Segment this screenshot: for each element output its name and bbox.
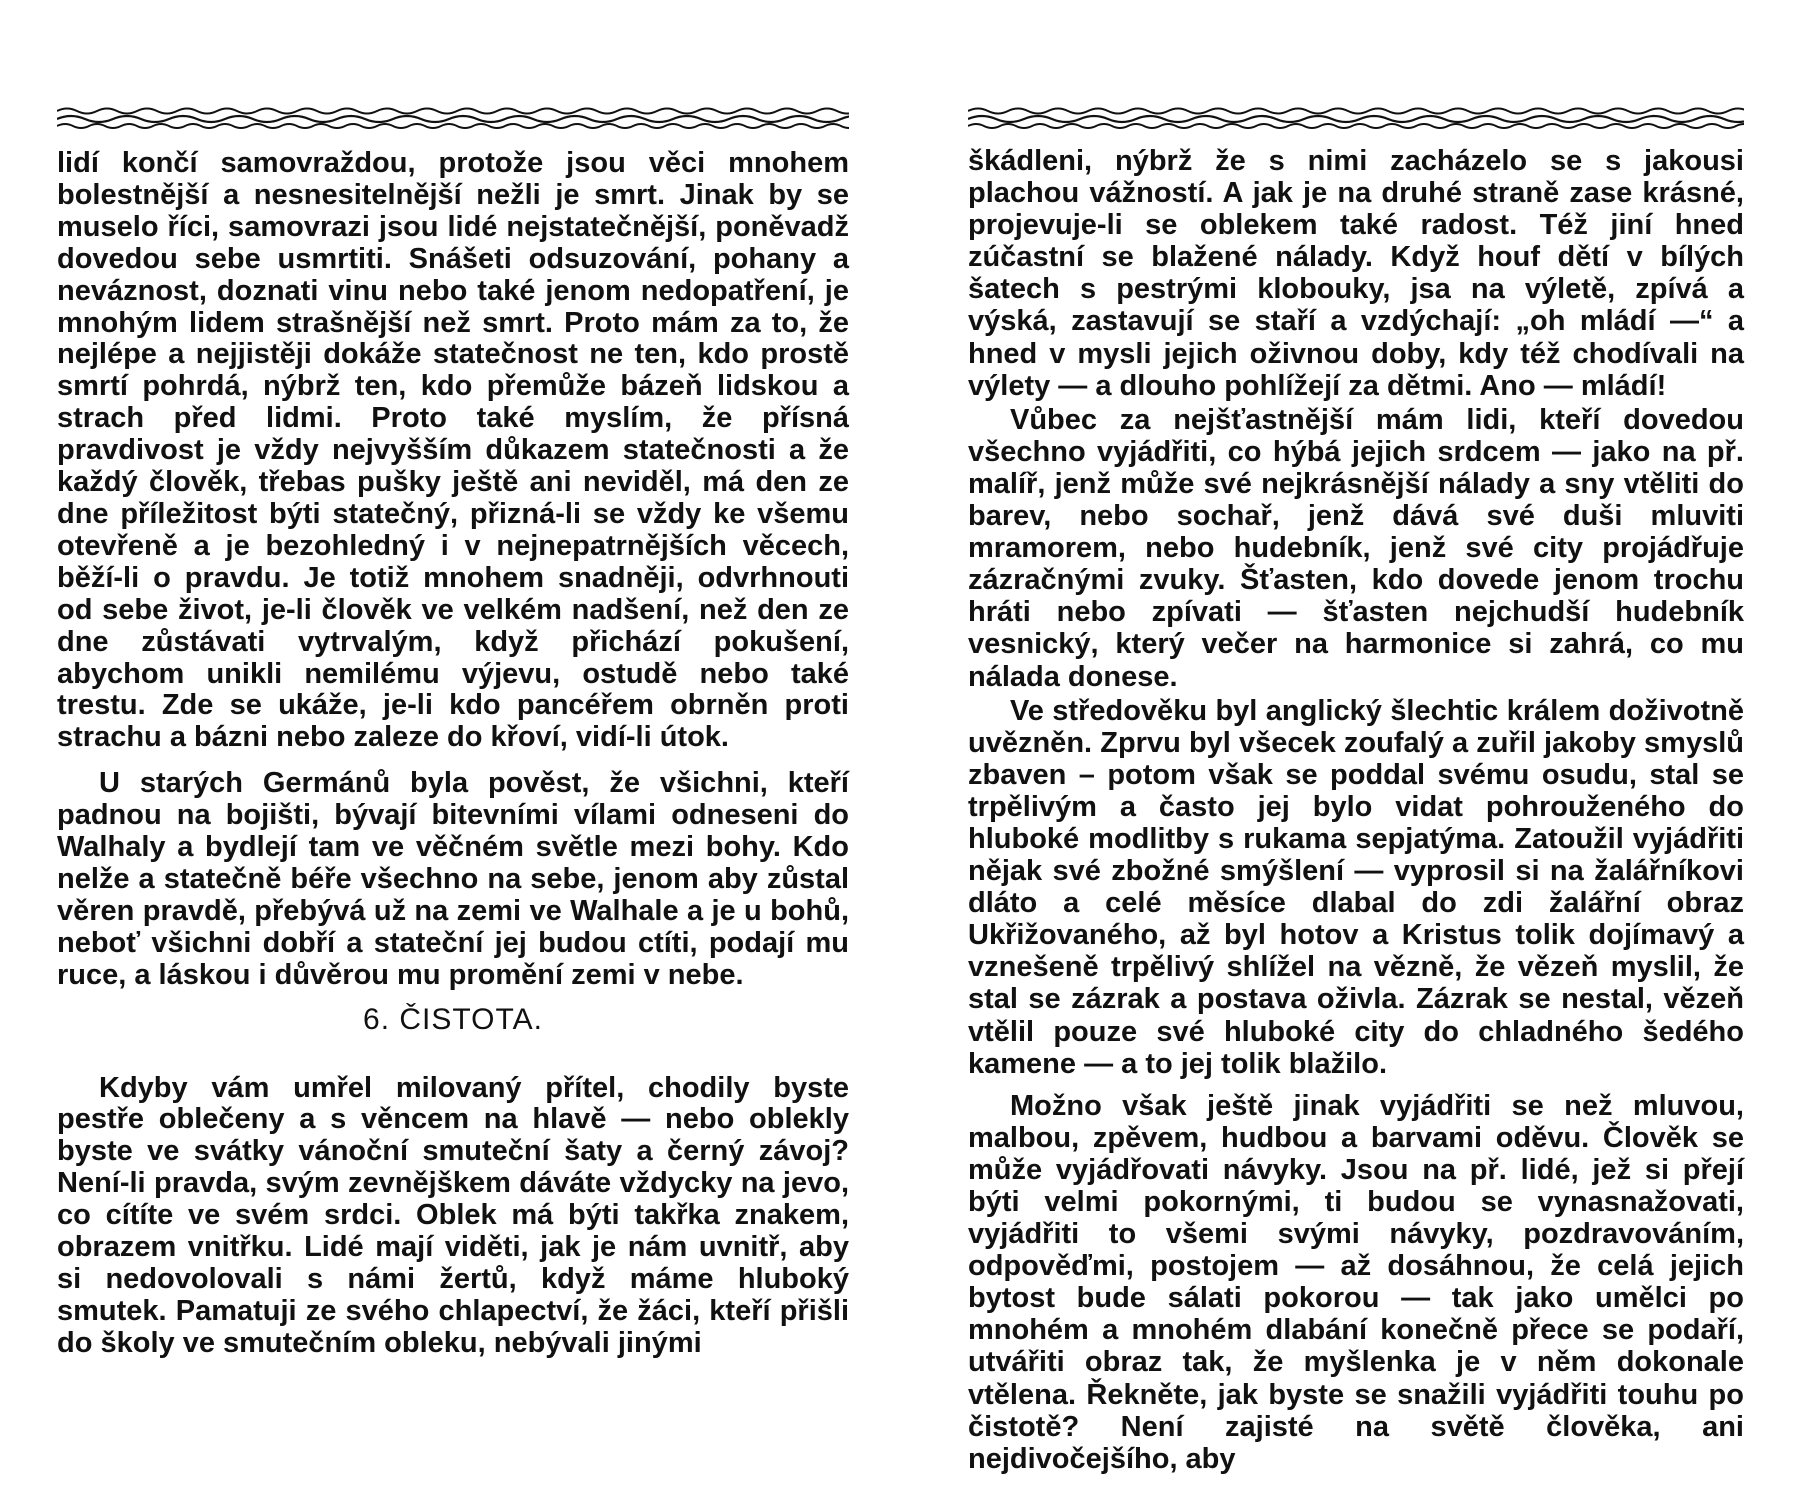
- left-page-text: [57, 148, 849, 1360]
- wavy-rule-ornament-icon: [57, 104, 849, 134]
- paragraph: Možno však ještě jinak vyjádřiti se než mluvou, malbou, zpěvem, hudbou a barvami oděvu. Člověk se může vyjádřovati návyky. Jsou na př. lidé, jež si přejí býti velmi pokornými, ti budou se vynasnažovati, vyjádřiti to všemi svými návyky, pozdravováním, odpověďmi, postojem — až dosáhnou, že celá jejich bytost bude sálati pokorou — tak jako umělci po mnohém a mnohém dlabání konečně přece se podaří, utvářiti obraz tak, že myšlenka je v něm dokonale vtělena. Řekněte, jak byste se snažili vyjádřiti touhu po čistotě? Není zajisté na světě člověka, ani nejdivočejšího, aby: [968, 1089, 1744, 1475]
- paragraph: U starých Germánů byla pověst, že všichni, kteří padnou na bojišti, bývají bitevními vílami odneseni do Walhaly a bydlejí tam ve věčném světle mezi bohy. Kdo nelže a statečně béře všechno na sebe, jenom aby zůstal věren pravdě, přebývá už na zemi ve Walhale a je u bohů, neboť všichni dobří a stateční jej budou ctíti, podají mu ruce, a láskou i důvěrou mu promění zemi v nebe.: [57, 767, 849, 991]
- paragraph: Ve středověku byl anglický šlechtic králem doživotně uvězněn. Zprvu byl všecek zoufalý a zuřil jakoby smyslů zbaven – potom však se poddal svému osudu, stal se trpělivým a často jej bylo vidat pohrouženého do hluboké modlitby s rukama sepjatýma. Zatoužil vyjádřiti nějak své zbožné smýšlení — vyprosil si na žalářníkovi dláto a celé měsíce dlabal do zdi žalářní obraz Ukřižovaného, až byl hotov a Kristus tolik dojímavý a vznešeně trpělivý shlížel na vězně, že vězeň myslil, že stal se zázrak a postava oživla. Zázrak se nestal, vězeň vtělil pouze své hluboké city do chladného šedého kamene — a to jej tolik blažilo.: [968, 694, 1744, 1080]
- paragraph: škádleni, nýbrž že s nimi zacházelo se s jakousi plachou vážností. A jak je na druhé straně zase krásné, projevuje-li se oblekem také radost. Též jiní hned zúčastní se blažené nálady. Když houf dětí v bílých šatech s pestrými klobouky, jsa na výletě, zpívá a výská, zastavují se staří a vzdýchají: „oh mládí —“ a hned v mysli jejich oživnou doby, kdy též chodívali na výlety — a dlouho pohlížejí za dětmi. Ano — mládí!: [968, 145, 1744, 402]
- section-heading: 6. ČISTOTA.: [363, 1002, 543, 1036]
- wavy-rule-ornament-icon: [968, 104, 1744, 134]
- paragraph: Vůbec za nejšťastnější mám lidi, kteří dovedou všechno vyjádřiti, co hýbá jejich srdcem — jako na př. malíř, jenž může své nejkrásnější nálady a sny vtěliti do barev, nebo sochař, jenž dává své duši mluviti mramorem, nebo hudebník, jenž své city projádřuje zázračnými zvuky. Šťasten, kdo dovede jenom trochu hráti nebo zpívati — šťasten nejchudší hudebník vesnický, který večer na harmonice si zahrá, co mu nálada donese.: [968, 403, 1744, 693]
- paragraph: Kdyby vám umřel milovaný přítel, chodily byste pestře oblečeny a s věncem na hlavě — nebo oblekly byste ve svátky vánoční smuteční šaty a černý závoj? Není-li pravda, svým zevnějškem dáváte vždycky na jevo, co cítíte ve svém srdci. Oblek má býti takřka znakem, obrazem vnitřku. Lidé mají viděti, jak je nám uvnitř, aby si nedovolovali s námi žertů, když máme hluboký smutek. Pamatuji ze svého chlapectví, že žáci, kteří přišli do školy ve smutečním obleku, nebývali jinými: [57, 1071, 849, 1359]
- paragraph: lidí končí samovraždou, protože jsou věci mnohem bolestnější a nesnesitelnější nežli je smrt. Jinak by se muselo říci, samovrazi jsou lidé nejstatečnější, poněvadž dovedou sebe usmrtiti. Snášeti odsuzování, pohany a neváznost, doznati vinu nebo také jenom nedopatření, je mnohým lidem strašnější než smrt. Proto mám za to, že nejlépe a nejjistěji dokáže statečnost ne ten, kdo prostě smrtí pohrdá, nýbrž ten, kdo přemůže bázeň lidskou a strach před lidmi. Proto také myslím, že přísná pravdivost je vždy nejvyšším důkazem statečnosti a že každý člověk, třebas pušky ještě ani neviděl, má den ze dne příležitost býti statečný, přizná-li se vždy ke všemu otevřeně a je bezohledný i v nejnepatrnějších věcech, běží-li o pravdu. Je totiž mnohem snadněji, odvrhnouti od sebe život, je-li člověk ve velkém nadšení, než den ze dne zůstávati vytrvalým, když přichází pokušení, abychom unikli nemilému výjevu, ostudě nebo také trestu. Zde se ukáže, je-li kdo pancéřem obrněn proti strachu a bázni nebo zaleze do křoví, vidí-li útok.: [57, 147, 849, 754]
- right-page-text: [968, 145, 1744, 1475]
